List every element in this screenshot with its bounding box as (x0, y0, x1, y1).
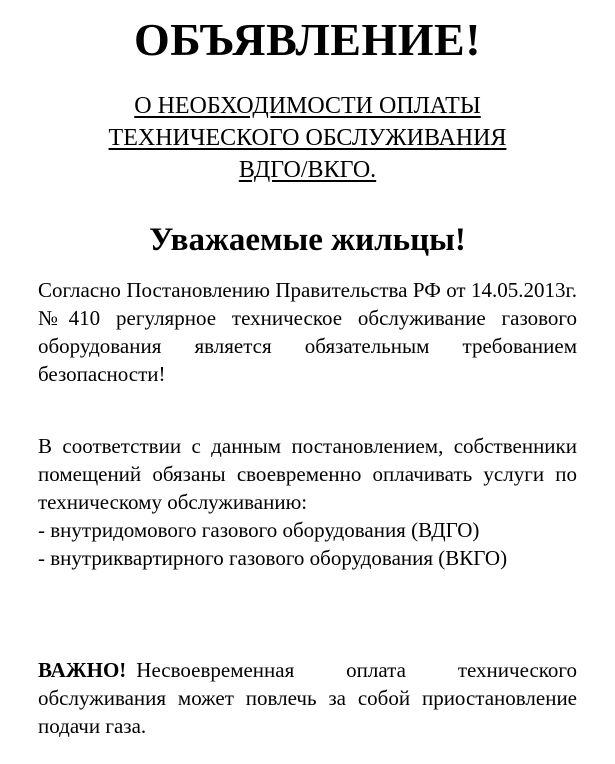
paragraph-important (38, 656, 577, 740)
subtitle-line-1: О НЕОБХОДИМОСТИ ОПЛАТЫ (134, 93, 481, 119)
document-subtitle (38, 90, 577, 186)
list-item-vkgo: - внутриквартирного газового оборудования (ВКГО) (38, 546, 508, 570)
greeting-heading: Уважаемые жильцы! (149, 222, 466, 258)
important-text: Несвоевременная оплата технического обслуживания может повлечь за собой приостановление подачи газа. (38, 658, 577, 738)
paragraph-regulation: Согласно Постановлению Правительства РФ от 14.05.2013г. №410 регулярное техническое обслуживание газового оборудования является обязательным требованием безопасности! (38, 278, 577, 386)
list-item-vdgo: - внутридомового газового оборудования (ВДГО) (38, 518, 480, 542)
page-title: ОБЪЯВЛЕНИЕ! (133, 14, 482, 65)
subtitle-line-2: ТЕХНИЧЕСКОГО ОБСЛУЖИВАНИЯ (108, 125, 507, 151)
subtitle-line-3: ВДГО/ВКГО. (238, 157, 377, 183)
obligation-section (38, 432, 577, 572)
announcement-document (0, 12, 615, 764)
important-label: ВАЖНО! (38, 658, 127, 682)
paragraph-obligation: В соответствии с данным постановлением, собственники помещений обязаны своевременно оплачивать услуги по техническому обслуживанию: (38, 434, 577, 514)
